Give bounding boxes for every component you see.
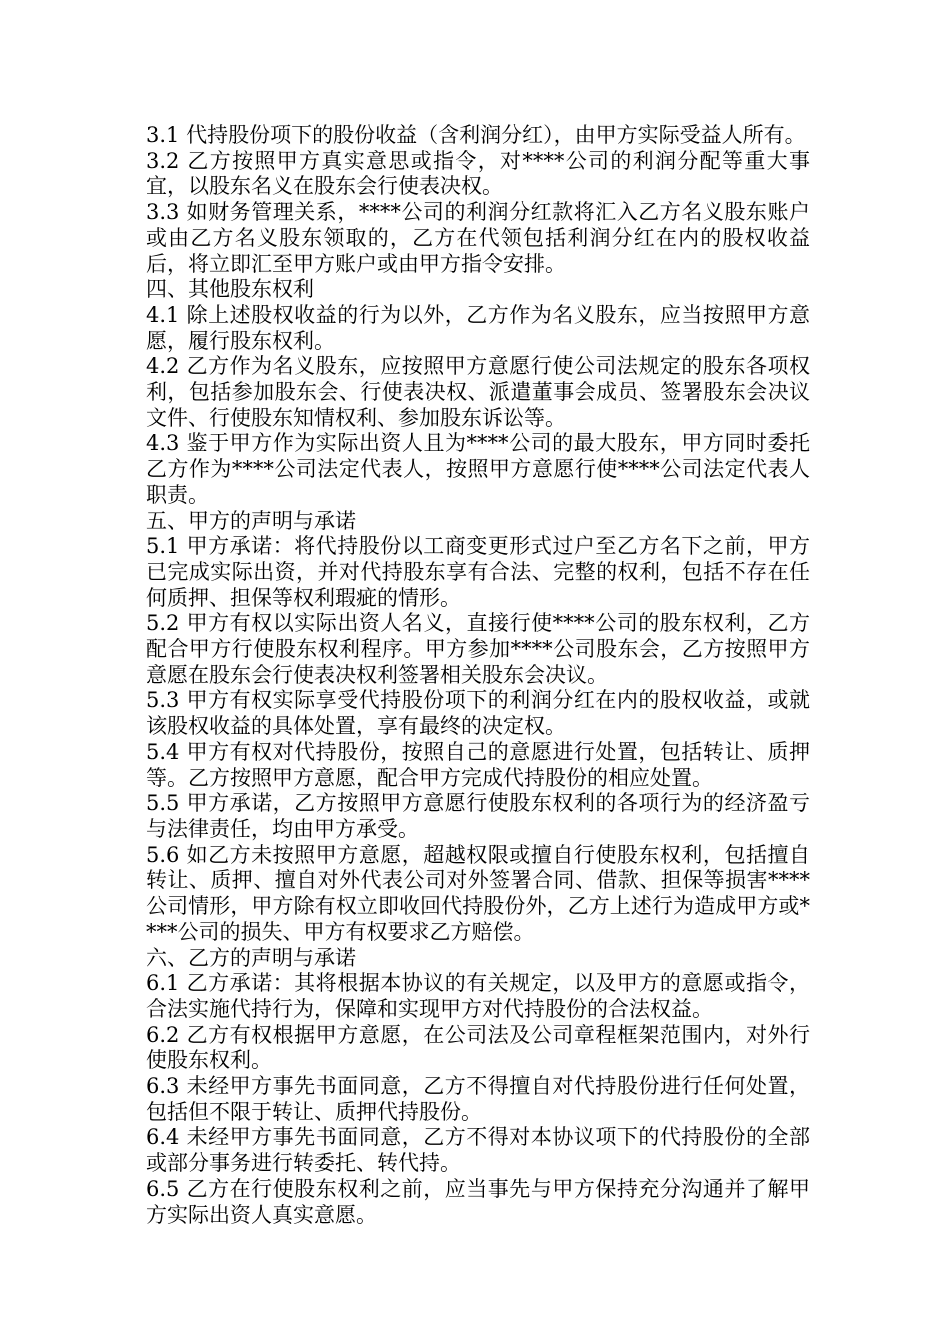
clause-6-5: 6.5 乙方在行使股东权利之前，应当事先与甲方保持充分沟通并了解甲方实际出资人真实意愿。 xyxy=(146,1176,810,1227)
clause-3-1: 3.1 代持股份项下的股份收益（含利润分红），由甲方实际受益人所有。 xyxy=(146,123,806,147)
clause-6-2: 6.2 乙方有权根据甲方意愿，在公司法及公司章程框架范围内，对外行使股东权利。 xyxy=(146,1022,810,1073)
clause-6-4: 6.4 未经甲方事先书面同意，乙方不得对本协议项下的代持股份的全部或部分事务进行转委托、转代持。 xyxy=(146,1125,810,1176)
clause-3-2: 3.2 乙方按照甲方真实意思或指令，对****公司的利润分配等重大事宜，以股东名义在股东会行使表决权。 xyxy=(146,148,810,199)
clause-4-2: 4.2 乙方作为名义股东，应按照甲方意愿行使公司法规定的股东各项权利，包括参加股东会、行使表决权、派遣董事会成员、签署股东会决议文件、行使股东知情权利、参加股东诉讼等。 xyxy=(146,354,810,430)
section-heading-4: 四、其他股东权利 xyxy=(146,277,314,302)
clause-4-1: 4.1 除上述股权收益的行为以外，乙方作为名义股东，应当按照甲方意愿，履行股东权利。 xyxy=(146,302,810,353)
section-heading-6: 六、乙方的声明与承诺 xyxy=(146,945,356,970)
document-body xyxy=(146,123,810,1228)
clause-5-4: 5.4 甲方有权对代持股份，按照自己的意愿进行处置，包括转让、质押等。乙方按照甲方意愿，配合甲方完成代持股份的相应处置。 xyxy=(146,739,810,790)
section-heading-5: 五、甲方的声明与承诺 xyxy=(146,508,356,533)
clause-6-3: 6.3 未经甲方事先书面同意，乙方不得擅自对代持股份进行任何处置，包括但不限于转让、质押代持股份。 xyxy=(146,1074,810,1124)
clause-5-6: 5.6 如乙方未按照甲方意愿，超越权限或擅自行使股东权利，包括擅自转让、质押、擅自对外代表公司对外签署合同、借款、担保等损害****公司情形，甲方除有权立即收回代持股份外，乙方上述行为造成甲方或****公司的损失、甲方有权要求乙方赔偿。 xyxy=(146,842,810,944)
clause-3-3: 3.3 如财务管理关系，****公司的利润分红款将汇入乙方名义股东账户或由乙方名义股东领取的，乙方在代领包括利润分红在内的股权收益后，将立即汇至甲方账户或由甲方指令安排。 xyxy=(146,200,810,276)
clause-4-3: 4.3 鉴于甲方作为实际出资人且为****公司的最大股东，甲方同时委托乙方作为****公司法定代表人，按照甲方意愿行使****公司法定代表人职责。 xyxy=(146,431,810,507)
clause-6-1: 6.1 乙方承诺：其将根据本协议的有关规定，以及甲方的意愿或指令，合法实施代持行为，保障和实现甲方对代持股份的合法权益。 xyxy=(146,971,810,1021)
clause-5-2: 5.2 甲方有权以实际出资人名义，直接行使****公司的股东权利，乙方配合甲方行使股东权利程序。甲方参加****公司股东会，乙方按照甲方意愿在股东会行使表决权利签署相关股东会决议。 xyxy=(146,611,810,687)
clause-5-1: 5.1 甲方承诺：将代持股份以工商变更形式过户至乙方名下之前，甲方已完成实际出资，并对代持股东享有合法、完整的权利，包括不存在任何质押、担保等权利瑕疵的情形。 xyxy=(146,534,810,610)
clause-5-5: 5.5 甲方承诺，乙方按照甲方意愿行使股东权利的各项行为的经济盈亏与法律责任，均由甲方承受。 xyxy=(146,791,810,841)
clause-5-3: 5.3 甲方有权实际享受代持股份项下的利润分红在内的股权收益，或就该股权收益的具体处置，享有最终的决定权。 xyxy=(146,688,810,739)
